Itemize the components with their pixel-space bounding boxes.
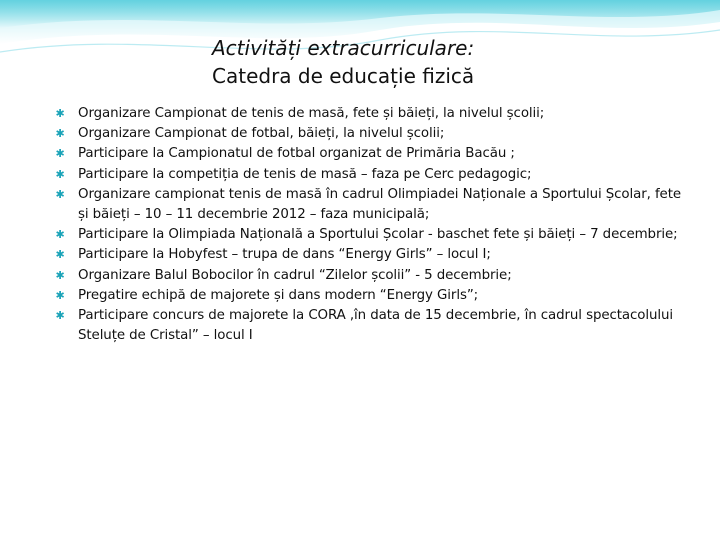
list-item-text: Participare la Hobyfest – trupa de dans “Energy Girls” – locul I; (78, 247, 491, 263)
list-item (54, 306, 688, 346)
list-item-text: Participare la Campionatul de fotbal organizat de Primăria Bacău ; (78, 146, 515, 162)
list-item (54, 266, 688, 286)
asterisk-icon: ✱ (55, 268, 65, 282)
list-item-text: Pregatire echipă de majorete și dans modern “Energy Girls”; (78, 287, 479, 303)
asterisk-icon: ✱ (55, 248, 65, 262)
list-item-text: Participare concurs de majorete la CORA ,în data de 15 decembrie, în cadrul spectacolului Steluțe de Cristal” – locul I (78, 308, 673, 344)
asterisk-icon: ✱ (55, 127, 65, 141)
asterisk-icon: ✱ (55, 288, 65, 302)
asterisk-icon: ✱ (55, 187, 65, 201)
list-item-text: Organizare Campionat de fotbal, băieți, la nivelul școlii; (78, 126, 445, 142)
title-block (212, 34, 672, 90)
asterisk-icon: ✱ (55, 106, 65, 120)
list-item (54, 104, 688, 124)
list-item-text: Participare la Olimpiada Națională a Sportului Școlar - baschet fete și băieți – 7 decembrie; (78, 227, 678, 243)
list-item (54, 165, 688, 185)
list-item (54, 185, 688, 225)
list-item-text: Organizare Campionat de tenis de masă, fete și băieți, la nivelul școlii; (78, 106, 545, 121)
list-item (54, 245, 688, 265)
asterisk-icon: ✱ (55, 147, 65, 161)
list-item (54, 286, 688, 306)
list-item-text: Organizare campionat tenis de masă în cadrul Olimpiadei Naționale a Sportului Școlar, fete și băieți – 10 – 11 decembrie 2012 – faza municipală; (78, 186, 681, 223)
list-item-text: Participare la competiția de tenis de masă – faza pe Cerc pedagogic; (78, 166, 532, 182)
list-item (54, 144, 688, 164)
list-item-text: Organizare Balul Bobocilor în cadrul “Zilelor școlii” - 5 decembrie; (78, 267, 512, 283)
asterisk-icon: ✱ (55, 167, 65, 181)
list-item (54, 124, 688, 144)
activity-list (54, 104, 688, 346)
list-item (54, 225, 688, 245)
asterisk-icon: ✱ (55, 308, 65, 322)
asterisk-icon: ✱ (55, 228, 65, 242)
slide-title: Activități extracurriculare: (212, 36, 475, 60)
slide-subtitle: Catedra de educație fizică (212, 64, 475, 88)
